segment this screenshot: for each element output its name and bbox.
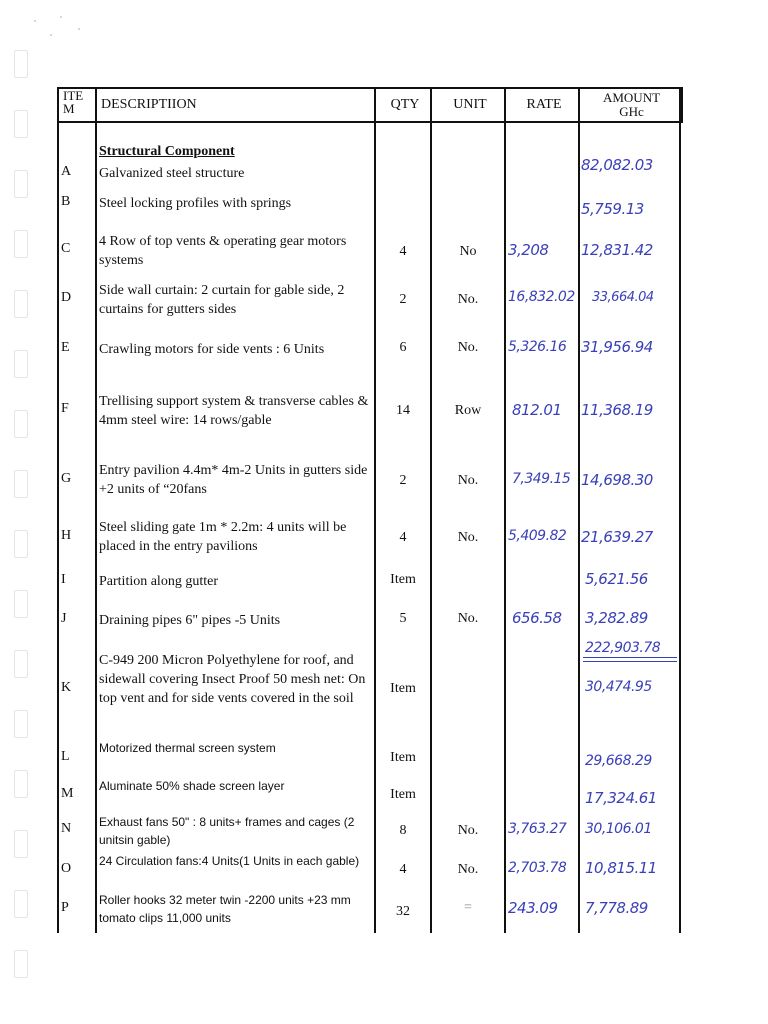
column-divider [95,87,97,933]
row-qty: Item [390,572,416,587]
scan-margin-marks [14,50,30,1010]
row-code: L [61,749,70,764]
row-description: Side wall curtain: 2 curtain for gable side, 2 curtains for gutters sides [99,283,345,317]
row-description: Roller hooks 32 meter twin -2200 units +23 mm tomato clips 11,000 units [99,893,351,925]
row-description: 4 Row of top vents & operating gear motors systems [99,234,347,268]
row-qty: 2 [399,292,407,307]
row-description: Entry pavilion 4.4m* 4m-2 Units in gutters side +2 units of “20fans [99,463,368,497]
row-code: B [61,194,71,209]
row-description: 24 Circulation fans:4 Units(1 Units in each gable) [99,854,360,868]
row-rate: 7,349.15 [512,471,571,487]
row-qty: 2 [399,473,407,488]
row-rate: 243.09 [508,899,558,917]
row-amount: 30,106.01 [585,821,652,837]
row-amount: 82,082.03 [581,156,653,174]
row-code: E [61,340,70,355]
row-unit: Row [454,403,482,418]
column-divider [374,87,376,933]
row-amount: 10,815.11 [585,859,657,877]
row-description: Galvanized steel structure [99,166,245,181]
header-qty: QTY [390,97,420,112]
column-divider [430,87,432,933]
row-amount: 29,668.29 [585,753,652,769]
row-amount: 21,639.27 [581,528,653,546]
column-divider [57,87,59,933]
row-description: Trellising support system & transverse cables & 4mm steel wire: 14 rows/gable [99,394,369,428]
row-amount: 30,474.95 [585,679,652,695]
header-rate: RATE [526,97,562,112]
row-unit: No. [457,340,479,355]
row-description: Draining pipes 6" pipes -5 Units [99,613,281,628]
row-qty: 4 [399,244,407,259]
row-code: G [61,471,72,486]
row-description: C-949 200 Micron Polyethylene for roof, and sidewall covering Insect Proof 50 mesh net: On top vent and for side vents covered in the soil [99,653,366,706]
row-code: D [61,290,72,305]
row-rate: 2,703.78 [508,860,567,876]
row-unit: No. [457,473,479,488]
row-code: P [61,900,69,915]
column-divider [504,87,506,933]
scan-specks [30,14,100,44]
row-unit: No. [457,862,479,877]
row-unit: No. [457,530,479,545]
row-rate: 3,763.27 [508,821,567,837]
subtotal-amount: 222,903.78 [585,640,661,656]
row-description: Motorized thermal screen system [99,741,276,755]
row-code: N [61,821,72,836]
row-code: C [61,241,71,256]
row-amount: 5,621.56 [585,570,648,588]
row-rate: 3,208 [508,241,549,259]
row-description: Crawling motors for side vents : 6 Units [99,342,325,357]
row-unit: No. [457,823,479,838]
row-rate: 812.01 [512,401,562,419]
row-rate: 5,409.82 [508,528,567,544]
row-amount: 12,831.42 [581,241,653,259]
row-description: Partition along gutter [99,574,218,589]
row-qty: 4 [399,862,407,877]
subtotal-underline [583,661,677,662]
row-code: O [61,861,72,876]
table-header [57,87,683,123]
row-description: Aluminate 50% shade screen layer [99,779,285,793]
row-unit: = [464,900,472,915]
row-rate: 5,326.16 [508,339,567,355]
row-code: H [61,528,72,543]
header-amount-line2: GHc [619,104,644,119]
row-amount: 11,368.19 [581,401,653,419]
header-item-line2: M [63,101,75,116]
header-item [61,89,99,121]
row-code: F [61,401,69,416]
row-qty: 5 [399,611,407,626]
section-title: Structural Component [99,144,235,159]
row-rate: 656.58 [512,609,562,627]
row-amount: 17,324.61 [585,789,657,807]
row-qty: 14 [396,403,410,418]
bill-of-quantities-table [57,87,681,933]
row-amount: 3,282.89 [585,609,648,627]
row-code: I [61,572,66,587]
row-description: Steel locking profiles with springs [99,196,292,211]
row-qty: 4 [399,530,407,545]
row-description: Steel sliding gate 1m * 2.2m: 4 units will be placed in the entry pavilions [99,520,347,554]
row-qty: 8 [399,823,407,838]
row-code: A [61,164,72,179]
header-description: DESCRIPTIION [101,97,197,112]
row-amount: 5,759.13 [581,200,644,218]
row-qty: Item [390,787,416,802]
header-item-line1: ITE [63,88,84,103]
header-unit: UNIT [453,97,487,112]
row-qty: 6 [399,340,407,355]
column-divider [679,87,681,933]
row-rate: 16,832.02 [508,289,575,305]
row-code: J [61,611,67,626]
row-amount: 31,956.94 [581,338,653,356]
row-qty: 32 [396,904,410,919]
row-qty: Item [390,681,416,696]
row-code: M [61,786,74,801]
row-unit: No. [457,292,479,307]
row-unit: No. [457,611,479,626]
header-amount-line1: AMOUNT [602,90,661,105]
subtotal-underline [583,657,677,658]
row-amount: 7,778.89 [585,899,648,917]
row-amount: 14,698.30 [581,471,653,489]
header-amount [582,89,681,121]
row-qty: Item [390,750,416,765]
row-description: Exhaust fans 50" : 8 units+ frames and cages (2 unitsin gable) [99,815,355,847]
row-code: K [61,680,72,695]
row-unit: No [459,244,477,259]
row-amount: 33,664.04 [592,290,654,305]
column-divider [578,87,580,933]
